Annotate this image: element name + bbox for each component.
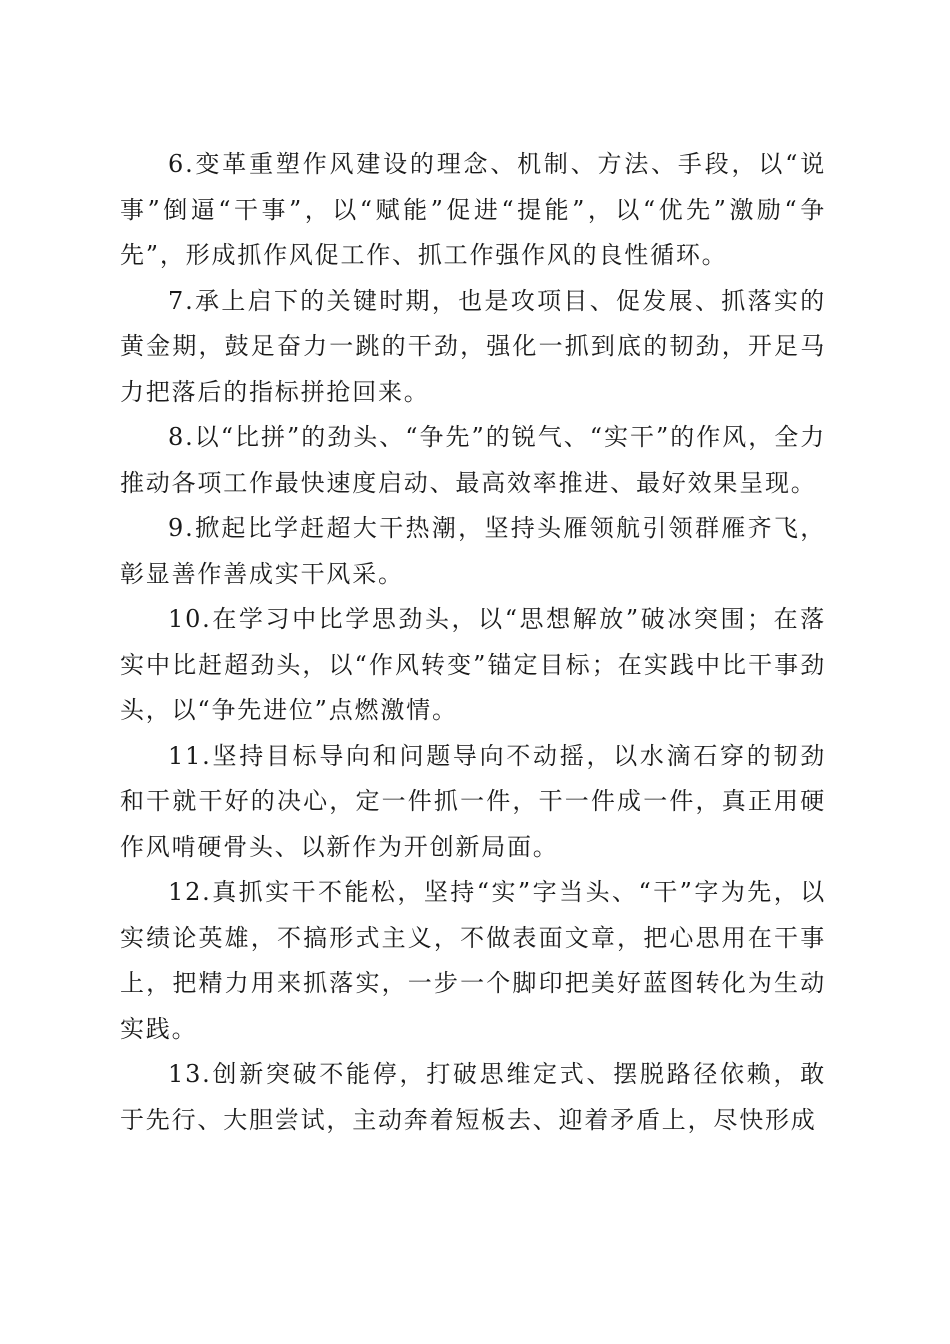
paragraph-6: 6.变革重塑作风建设的理念、机制、方法、手段，以“说事”倒逼“干事”，以“赋能”促进“提能”，以“优先”激励“争先”，形成抓作风促工作、抓工作强作风的良性循环。 xyxy=(120,150,826,269)
document-page xyxy=(120,142,826,1143)
paragraph-9: 9.掀起比学赶超大干热潮，坚持头雁领航引领群雁齐飞，彰显善作善成实干风采。 xyxy=(120,514,826,588)
paragraph-8: 8.以“比拼”的劲头、“争先”的锐气、“实干”的作风，全力推动各项工作最快速度启动、最高效率推进、最好效果呈现。 xyxy=(120,423,826,497)
paragraph-7: 7.承上启下的关键时期，也是攻项目、促发展、抓落实的黄金期，鼓足奋力一跳的干劲，强化一抓到底的韧劲，开足马力把落后的指标拼抢回来。 xyxy=(120,286,826,406)
paragraph-13: 13.创新突破不能停，打破思维定式、摆脱路径依赖，敢于先行、大胆尝试，主动奔着短板去、迎着矛盾上，尽快形成 xyxy=(120,1060,826,1134)
paragraph-11: 11.坚持目标导向和问题导向不动摇，以水滴石穿的韧劲和干就干好的决心，定一件抓一件，干一件成一件，真正用硬作风啃硬骨头、以新作为开创新局面。 xyxy=(120,741,826,861)
paragraph-12: 12.真抓实干不能松，坚持“实”字当头、“干”字为先，以实绩论英雄，不搞形式主义，不做表面文章，把心思用在干事上，把精力用来抓落实，一步一个脚印把美好蓝图转化为生动实践。 xyxy=(120,878,826,1043)
paragraph-10: 10.在学习中比学思劲头，以“思想解放”破冰突围；在落实中比赶超劲头，以“作风转变”锚定目标；在实践中比干事劲头，以“争先进位”点燃激情。 xyxy=(120,605,826,724)
